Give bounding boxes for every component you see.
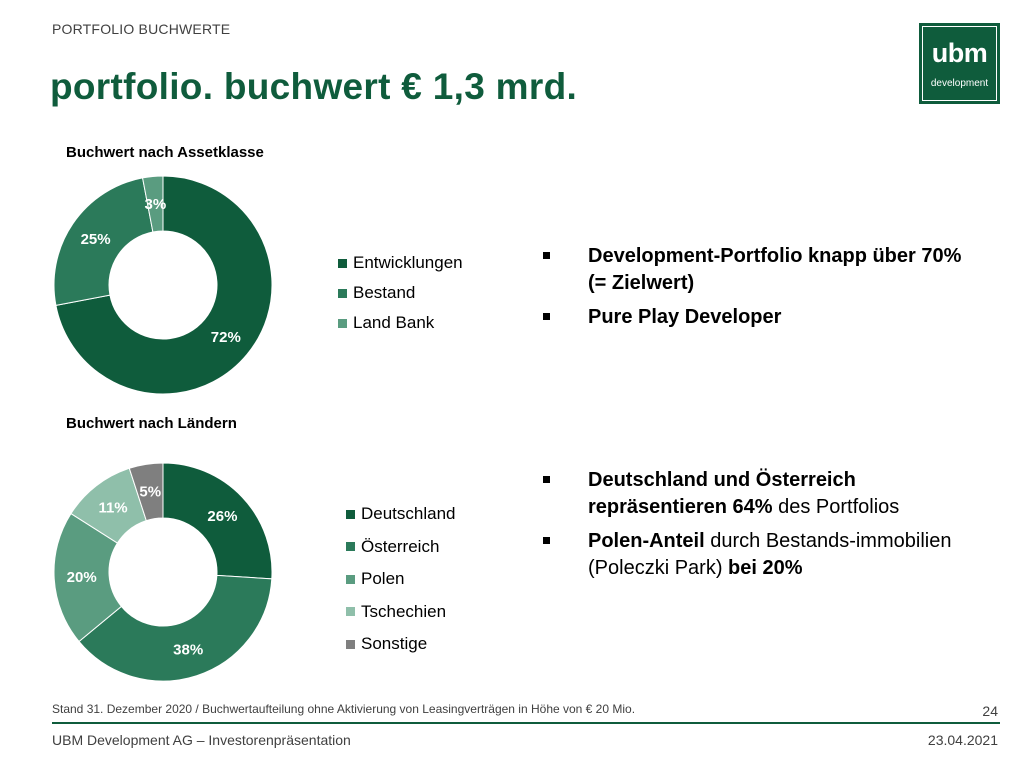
legend-swatch	[346, 542, 355, 551]
bullets-bottom	[543, 467, 953, 589]
bullet-pure-play: Pure Play Developer	[543, 304, 983, 331]
square-bullet-icon	[543, 313, 550, 320]
chart-title-assetklasse: Buchwert nach Assetklasse	[66, 144, 264, 161]
legend-label: Tschechien	[361, 601, 447, 621]
legend-swatch	[346, 640, 355, 649]
legend-swatch	[346, 575, 355, 584]
data-label-sonstige: 5%	[139, 483, 162, 501]
legend-swatch	[338, 289, 347, 298]
legend-assetklasse	[338, 248, 463, 338]
legend-laender	[346, 498, 456, 661]
square-bullet-icon	[543, 476, 550, 483]
legend-swatch	[346, 510, 355, 519]
legend-item	[346, 531, 456, 564]
donut-chart-assetklasse	[53, 175, 273, 395]
square-bullet-icon	[543, 537, 550, 544]
legend-swatch	[346, 607, 355, 616]
legend-item	[338, 308, 463, 338]
legend-label: Land Bank	[353, 313, 435, 332]
data-label-bestand: 25%	[80, 231, 111, 249]
bullet-polen-anteil: Polen-Anteil durch Bestands-immobilien (Poleczki Park) bei 20%	[543, 528, 953, 582]
bullet-deutschland-oesterreich: Deutschland und Österreich repräsentieren 64% des Portfolios	[543, 467, 953, 521]
legend-label: Deutschland	[361, 504, 456, 524]
footer-date: 23.04.2021	[927, 732, 998, 748]
legend-item	[338, 248, 463, 278]
donut-chart-laender	[53, 462, 273, 682]
square-bullet-icon	[543, 252, 550, 259]
footer-divider	[52, 722, 1000, 724]
footnote: Stand 31. Dezember 2020 / Buchwertaufteilung ohne Aktivierung von Leasingverträgen in Höhe von € 20 Mio.	[52, 702, 636, 716]
chart-title-laender: Buchwert nach Ländern	[66, 415, 237, 432]
page-number: 24	[982, 703, 998, 719]
legend-swatch	[338, 259, 347, 268]
legend-item	[338, 278, 463, 308]
data-label-polen: 20%	[66, 569, 97, 587]
page-title: portfolio. buchwert € 1,3 mrd.	[50, 66, 578, 107]
logo-subtitle: development	[930, 78, 989, 89]
bullets-top	[543, 243, 983, 338]
legend-label: Entwicklungen	[353, 253, 463, 272]
data-label-deutschland: 26%	[207, 508, 238, 526]
bullet-development-portfolio: Development-Portfolio knapp über 70% (= Zielwert)	[543, 243, 983, 297]
legend-item	[346, 628, 456, 661]
section-label: PORTFOLIO BUCHWERTE	[52, 21, 231, 37]
legend-label: Österreich	[361, 536, 440, 556]
ubm-logo	[919, 23, 1000, 104]
legend-item	[346, 596, 456, 629]
data-label-tschechien: 11%	[98, 499, 128, 517]
logo-wordmark: ubm	[931, 38, 988, 68]
legend-label: Polen	[361, 569, 405, 589]
legend-label: Bestand	[353, 283, 416, 302]
data-label-österreich: 38%	[173, 641, 204, 659]
data-label-land-bank: 3%	[144, 195, 167, 213]
data-label-entwicklungen: 72%	[210, 328, 241, 346]
legend-label: Sonstige	[361, 634, 428, 654]
legend-item	[346, 563, 456, 596]
legend-swatch	[338, 319, 347, 328]
footer-company: UBM Development AG – Investorenpräsentation	[52, 732, 351, 748]
legend-item	[346, 498, 456, 531]
